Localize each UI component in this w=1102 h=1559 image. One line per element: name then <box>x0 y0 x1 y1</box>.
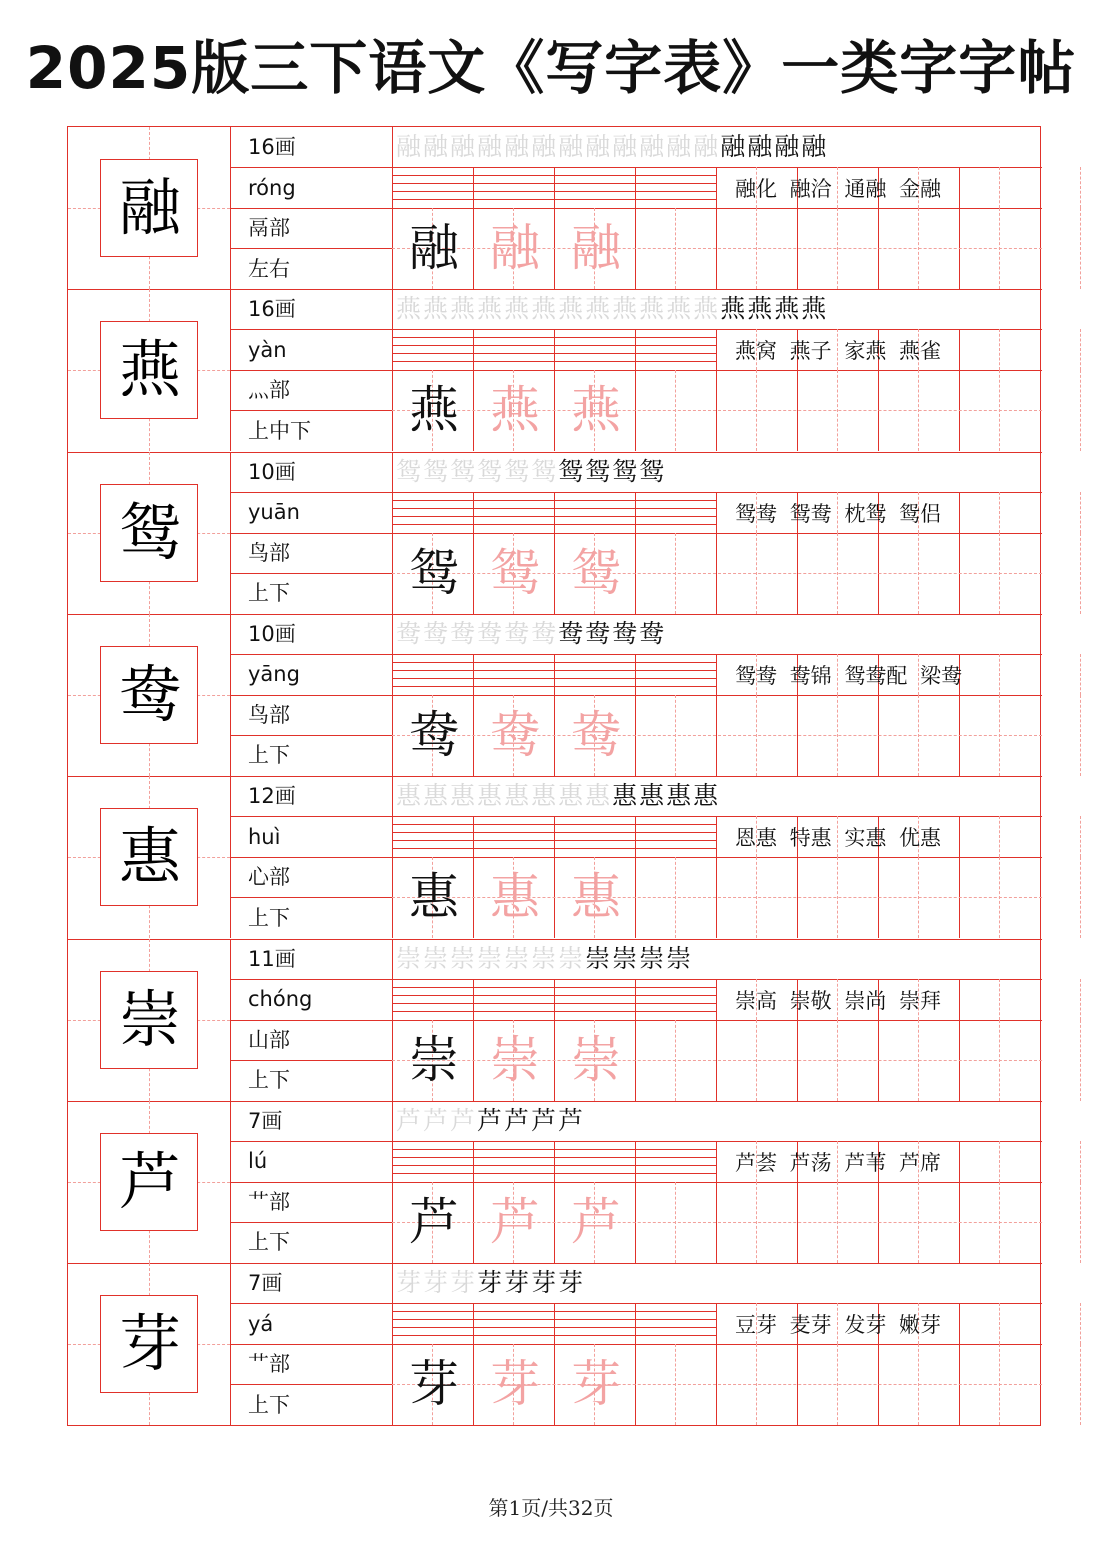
stroke-step: 鸯 <box>585 618 613 648</box>
practice-col <box>716 654 717 776</box>
stroke-step: 崇 <box>504 943 532 973</box>
example-words: 鸳鸯 鸳鸯 枕鸳 鸳侣 <box>735 501 942 526</box>
page-indicator: 第1页/共32页 <box>488 1496 614 1520</box>
stroke-step: 惠 <box>585 781 613 811</box>
practice-col <box>392 1303 393 1425</box>
example-words: 豆芽 麦芽 发芽 嫩芽 <box>735 1313 942 1338</box>
char-row <box>68 127 1042 289</box>
stroke-step: 燕 <box>477 294 505 324</box>
practice-guide <box>1080 1344 1081 1425</box>
stroke-step: 芽 <box>531 1268 559 1298</box>
practice-char: 惠 <box>490 868 540 927</box>
stroke-step: 燕 <box>450 294 478 324</box>
practice-col <box>1040 1141 1041 1263</box>
practice-guide <box>1080 167 1081 208</box>
practice-guide <box>999 816 1000 857</box>
info-pinyin: yuān <box>248 500 300 525</box>
stroke-step: 崇 <box>639 943 667 973</box>
stroke-divider <box>392 1303 1042 1304</box>
stroke-step: 鸳 <box>585 456 613 486</box>
practice-divider <box>392 1344 1042 1345</box>
model-char: 崇 <box>118 982 181 1056</box>
example-words: 芦荟 芦荡 芦苇 芦席 <box>735 1150 942 1175</box>
info-radical: 艹部 <box>248 1352 290 1377</box>
stroke-step: 崇 <box>477 943 505 973</box>
stroke-step: 鸳 <box>639 456 667 486</box>
practice-char: 芽 <box>409 1355 459 1414</box>
practice-col <box>959 816 960 938</box>
practice-col <box>392 654 393 776</box>
stroke-step: 燕 <box>558 294 586 324</box>
model-char: 鸳 <box>118 495 181 569</box>
practice-col <box>1040 654 1041 776</box>
info-structure: 上下 <box>248 1230 290 1255</box>
practice-divider <box>392 208 1042 209</box>
stroke-step: 燕 <box>774 294 802 324</box>
stroke-step: 鸯 <box>639 618 667 648</box>
stroke-step: 鸯 <box>423 618 451 648</box>
char-row <box>68 614 1042 776</box>
stroke-step: 鸯 <box>450 618 478 648</box>
example-words: 鸳鸯 鸯锦 鸳鸯配 梁鸯 <box>735 663 963 688</box>
practice-guide <box>1080 654 1081 695</box>
stroke-step: 融 <box>423 132 451 161</box>
stroke-step: 芽 <box>558 1268 586 1298</box>
stroke-step: 燕 <box>612 294 640 324</box>
info-structure: 上下 <box>248 743 290 768</box>
practice-col <box>392 816 393 938</box>
stroke-step: 融 <box>558 132 586 161</box>
stroke-step: 芦 <box>531 1105 559 1135</box>
practice-col <box>1040 329 1041 451</box>
model-char-box <box>100 484 198 582</box>
practice-divider <box>392 1020 1042 1021</box>
stroke-order <box>396 941 693 977</box>
info-strokes: 10画 <box>248 459 296 484</box>
practice-guide <box>1080 492 1081 533</box>
stroke-step: 惠 <box>639 781 667 811</box>
example-words: 崇高 崇敬 崇尚 崇拜 <box>735 988 942 1013</box>
practice-guide <box>1080 370 1081 451</box>
practice-col <box>959 167 960 289</box>
stroke-divider <box>392 492 1042 493</box>
practice-col <box>1040 1303 1041 1425</box>
model-char: 鸯 <box>118 657 181 731</box>
practice-divider <box>392 370 1042 371</box>
stroke-step: 鸳 <box>450 456 478 486</box>
stroke-order <box>396 291 828 327</box>
info-structure: 上下 <box>248 1392 290 1417</box>
stroke-step: 芽 <box>396 1268 424 1298</box>
stroke-step: 鸯 <box>504 618 532 648</box>
model-char-box <box>100 321 198 419</box>
row-divider <box>68 1101 1042 1102</box>
info-structure: 上中下 <box>248 418 311 443</box>
example-words: 恩惠 特惠 实惠 优惠 <box>735 826 942 851</box>
practice-col <box>716 167 717 289</box>
stroke-order <box>396 454 666 490</box>
char-row <box>68 289 1042 451</box>
stroke-step: 崇 <box>585 943 613 973</box>
model-char-box <box>100 1133 198 1231</box>
stroke-step: 崇 <box>531 943 559 973</box>
row-divider <box>68 776 1042 777</box>
stroke-step: 融 <box>585 132 613 161</box>
practice-guide <box>1080 857 1081 938</box>
practice-guide <box>999 979 1000 1020</box>
stroke-step: 融 <box>531 132 559 161</box>
char-row <box>68 939 1042 1101</box>
stroke-divider <box>392 979 1042 980</box>
stroke-step: 燕 <box>504 294 532 324</box>
practice-char: 鸳 <box>409 543 459 602</box>
row-divider <box>68 1263 1042 1264</box>
info-pinyin: yá <box>248 1311 274 1336</box>
stroke-step: 鸳 <box>477 456 505 486</box>
model-char: 芦 <box>118 1144 181 1218</box>
practice-char: 惠 <box>409 868 459 927</box>
stroke-divider <box>392 1141 1042 1142</box>
stroke-step: 融 <box>747 132 775 161</box>
stroke-step: 鸳 <box>558 456 586 486</box>
practice-char: 芦 <box>409 1192 459 1251</box>
practice-guide <box>1080 329 1081 370</box>
row-divider <box>68 614 1042 615</box>
example-words: 燕窝 燕子 家燕 燕雀 <box>735 339 942 364</box>
stroke-step: 芦 <box>450 1105 478 1135</box>
practice-char: 崇 <box>490 1030 540 1089</box>
stroke-step: 惠 <box>423 781 451 811</box>
practice-guide <box>1080 1182 1081 1263</box>
stroke-step: 芦 <box>558 1105 586 1135</box>
char-row <box>68 452 1042 614</box>
practice-guide <box>999 167 1000 208</box>
stroke-step: 惠 <box>450 781 478 811</box>
practice-col <box>716 816 717 938</box>
stroke-step: 惠 <box>612 781 640 811</box>
stroke-step: 燕 <box>720 294 748 324</box>
practice-char: 燕 <box>409 381 459 440</box>
stroke-step: 融 <box>396 132 424 161</box>
practice-char: 融 <box>490 219 540 277</box>
stroke-step: 燕 <box>639 294 667 324</box>
stroke-step: 崇 <box>666 943 694 973</box>
info-pinyin: yàn <box>248 337 287 362</box>
row-divider <box>68 939 1042 940</box>
stroke-step: 融 <box>720 132 748 161</box>
stroke-step: 鸯 <box>612 618 640 648</box>
practice-guide <box>1080 1141 1081 1182</box>
stroke-step: 融 <box>612 132 640 161</box>
practice-char: 鸯 <box>490 705 540 764</box>
practice-col <box>392 979 393 1101</box>
page-title: 2025版三下语文《写字表》一类字字帖 <box>25 34 1077 102</box>
practice-guide <box>999 492 1000 533</box>
practice-char: 惠 <box>571 868 621 927</box>
model-char-box <box>100 646 198 744</box>
info-pinyin: huì <box>248 824 281 849</box>
practice-divider <box>392 1182 1042 1183</box>
stroke-step: 燕 <box>585 294 613 324</box>
practice-char: 芦 <box>490 1192 540 1251</box>
stroke-step: 崇 <box>423 943 451 973</box>
practice-char: 崇 <box>571 1030 621 1089</box>
stroke-step: 融 <box>639 132 667 161</box>
stroke-step: 惠 <box>666 781 694 811</box>
practice-guide <box>999 329 1000 370</box>
practice-col <box>392 329 393 451</box>
info-radical: 山部 <box>248 1027 290 1052</box>
info-structure: 上下 <box>248 905 290 930</box>
stroke-step: 鸯 <box>531 618 559 648</box>
practice-col <box>716 492 717 614</box>
practice-char: 融 <box>409 219 459 277</box>
practice-guide <box>1080 816 1081 857</box>
stroke-step: 芦 <box>504 1105 532 1135</box>
stroke-step: 燕 <box>747 294 775 324</box>
stroke-divider <box>392 167 1042 168</box>
char-row <box>68 1263 1042 1425</box>
model-char: 惠 <box>118 820 181 894</box>
practice-col <box>716 1303 717 1425</box>
stroke-step: 燕 <box>693 294 721 324</box>
stroke-step: 崇 <box>450 943 478 973</box>
stroke-step: 鸯 <box>558 618 586 648</box>
row-divider <box>68 289 1042 290</box>
stroke-step: 惠 <box>504 781 532 811</box>
row-divider <box>68 452 1042 453</box>
practice-guide <box>1080 533 1081 614</box>
stroke-step: 融 <box>774 132 802 161</box>
model-char-box <box>100 971 198 1069</box>
practice-divider <box>392 857 1042 858</box>
stroke-step: 芦 <box>423 1105 451 1135</box>
info-radical: 心部 <box>248 865 290 890</box>
example-words: 融化 融洽 通融 金融 <box>735 177 942 201</box>
stroke-step: 崇 <box>396 943 424 973</box>
stroke-step: 惠 <box>558 781 586 811</box>
practice-col <box>716 1141 717 1263</box>
practice-char: 燕 <box>571 381 621 440</box>
stroke-step: 燕 <box>801 294 829 324</box>
info-structure: 上下 <box>248 581 290 606</box>
model-char-box <box>100 808 198 906</box>
stroke-step: 融 <box>801 132 829 161</box>
practice-col <box>392 1141 393 1263</box>
stroke-step: 融 <box>450 132 478 161</box>
stroke-step: 芦 <box>477 1105 505 1135</box>
model-char-box <box>100 1295 198 1393</box>
stroke-step: 鸳 <box>504 456 532 486</box>
practice-char: 芦 <box>571 1192 621 1251</box>
info-strokes: 16画 <box>248 297 296 322</box>
practice-char: 燕 <box>490 381 540 440</box>
info-radical: 鬲部 <box>248 216 290 240</box>
char-row <box>68 776 1042 938</box>
model-char: 芽 <box>118 1307 181 1381</box>
practice-col <box>959 1141 960 1263</box>
stroke-step: 融 <box>666 132 694 161</box>
practice-char: 芽 <box>490 1355 540 1414</box>
stroke-step: 芽 <box>504 1268 532 1298</box>
model-char: 燕 <box>118 333 181 407</box>
char-row <box>68 1101 1042 1263</box>
stroke-step: 燕 <box>396 294 424 324</box>
stroke-step: 鸳 <box>531 456 559 486</box>
info-structure: 上下 <box>248 1068 290 1092</box>
practice-guide <box>999 654 1000 695</box>
stroke-order <box>396 1103 585 1139</box>
stroke-order <box>396 1265 585 1301</box>
stroke-step: 惠 <box>396 781 424 811</box>
info-radical: 灬部 <box>248 378 290 403</box>
info-structure: 左右 <box>248 256 290 281</box>
practice-char: 芽 <box>571 1355 621 1414</box>
stroke-step: 鸯 <box>396 618 424 648</box>
info-radical: 鸟部 <box>248 540 290 565</box>
practice-guide <box>1080 208 1081 289</box>
practice-char: 崇 <box>409 1030 459 1089</box>
practice-divider <box>392 533 1042 534</box>
model-char: 融 <box>118 171 181 244</box>
info-strokes: 11画 <box>248 946 296 971</box>
practice-col <box>1040 167 1041 289</box>
info-pinyin: róng <box>248 175 296 200</box>
stroke-divider <box>392 329 1042 330</box>
info-pinyin: chóng <box>248 987 313 1011</box>
practice-col <box>392 167 393 289</box>
stroke-divider <box>392 816 1042 817</box>
practice-col <box>959 329 960 451</box>
practice-guide <box>1080 979 1081 1020</box>
practice-char: 鸳 <box>490 543 540 602</box>
info-strokes: 7画 <box>248 1108 283 1133</box>
practice-col <box>1040 492 1041 614</box>
stroke-step: 鸳 <box>423 456 451 486</box>
practice-char: 鸯 <box>409 705 459 764</box>
practice-guide <box>999 1303 1000 1344</box>
practice-guide <box>1080 1020 1081 1101</box>
stroke-step: 芽 <box>423 1268 451 1298</box>
info-radical: 艹部 <box>248 1189 290 1214</box>
practice-col <box>1040 979 1041 1101</box>
stroke-step: 崇 <box>612 943 640 973</box>
stroke-step: 燕 <box>423 294 451 324</box>
practice-guide <box>1080 695 1081 776</box>
stroke-step: 融 <box>693 132 721 161</box>
stroke-step: 崇 <box>558 943 586 973</box>
stroke-step: 鸳 <box>612 456 640 486</box>
practice-col <box>716 329 717 451</box>
practice-guide <box>1080 1303 1081 1344</box>
stroke-divider <box>392 654 1042 655</box>
practice-char: 融 <box>571 219 621 277</box>
practice-col <box>392 492 393 614</box>
stroke-step: 芽 <box>477 1268 505 1298</box>
model-char-box <box>100 159 198 257</box>
practice-col <box>959 979 960 1101</box>
info-strokes: 12画 <box>248 784 296 809</box>
stroke-step: 惠 <box>693 781 721 811</box>
stroke-step: 惠 <box>531 781 559 811</box>
stroke-step: 芦 <box>396 1105 424 1135</box>
stroke-step: 燕 <box>666 294 694 324</box>
info-pinyin: yāng <box>248 662 300 687</box>
practice-char: 鸯 <box>571 705 621 764</box>
stroke-step: 芽 <box>450 1268 478 1298</box>
info-strokes: 7画 <box>248 1271 283 1296</box>
copybook-sheet <box>67 126 1041 1426</box>
info-strokes: 10画 <box>248 621 296 646</box>
practice-char: 鸳 <box>571 543 621 602</box>
stroke-step: 惠 <box>477 781 505 811</box>
stroke-step: 融 <box>504 132 532 161</box>
stroke-step: 融 <box>477 132 505 161</box>
info-pinyin: lú <box>248 1149 268 1174</box>
info-radical: 鸟部 <box>248 702 290 727</box>
practice-col <box>716 979 717 1101</box>
practice-col <box>1040 816 1041 938</box>
practice-col <box>959 1303 960 1425</box>
stroke-step: 燕 <box>531 294 559 324</box>
stroke-order <box>396 616 666 652</box>
stroke-order <box>396 129 828 165</box>
stroke-step: 鸳 <box>396 456 424 486</box>
info-strokes: 16画 <box>248 135 296 159</box>
stroke-order <box>396 778 720 814</box>
practice-col <box>959 492 960 614</box>
stroke-step: 鸯 <box>477 618 505 648</box>
practice-guide <box>999 1141 1000 1182</box>
